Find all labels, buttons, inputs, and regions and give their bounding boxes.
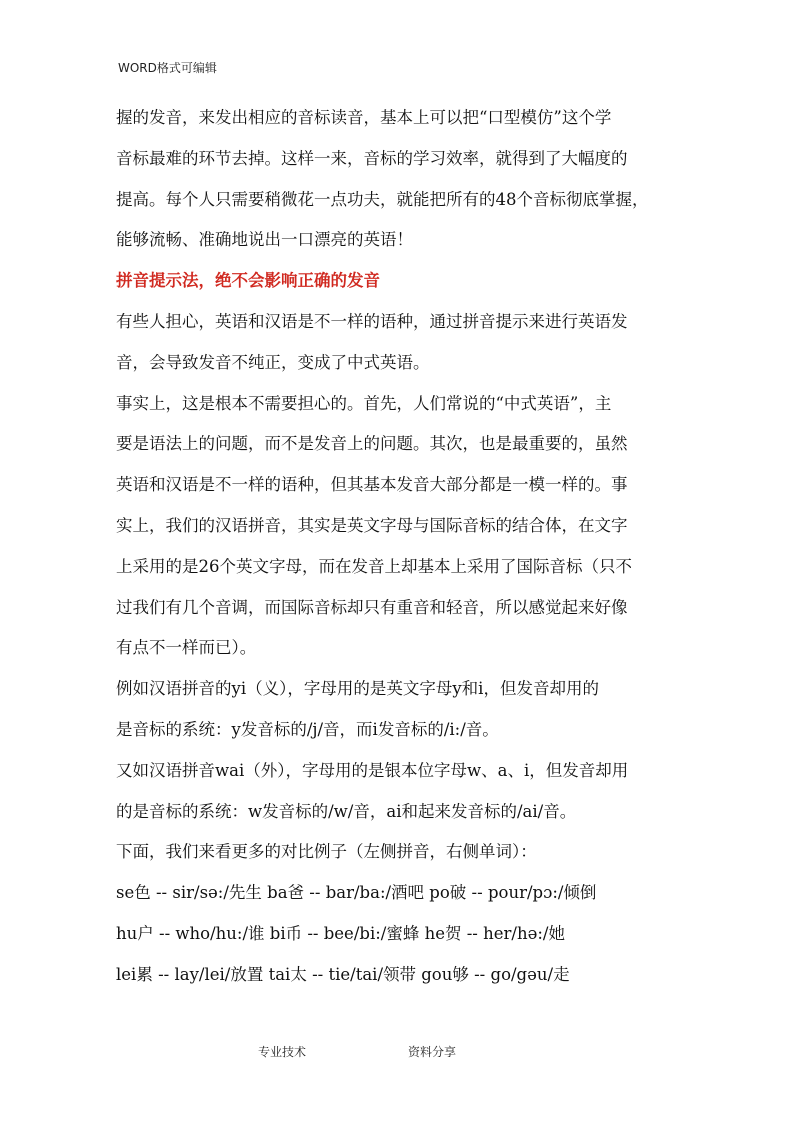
paragraph-line: 又如汉语拼音wai（外），字母用的是银本位字母w、a、i，但发音却用 <box>116 760 629 780</box>
paragraph-line: 有点不一样而已）。 <box>116 638 257 658</box>
footer-right-label: 资料分享 <box>408 1045 457 1059</box>
paragraph-line: 握的发音，来发出相应的音标读音，基本上可以把“口型模仿”这个学 <box>116 108 612 127</box>
paragraph-line: 上采用的是26个英文字母，而在发音上却基本上采用了国际音标（只不 <box>116 556 632 576</box>
document-body <box>116 104 706 1002</box>
paragraph-line: 音，会导致发音不纯正，变成了中式英语。 <box>116 352 430 372</box>
example-line: hu户 -- who/hu:/谁 bi币 -- bee/bi:/蜜蜂 he贺 -- her/hə:/她 <box>116 923 565 943</box>
paragraph-line: 提高。每个人只需要稍微花一点功夫，就能把所有的48个音标彻底掌握， <box>116 189 649 209</box>
paragraph-line: 事实上，这是根本不需要担心的。首先，人们常说的“中式英语”，主 <box>116 393 612 413</box>
section-heading: 拼音提示法，绝不会影响正确的发音 <box>116 271 380 291</box>
paragraph-line: 例如汉语拼音的yi（义），字母用的是英文字母y和i，但发音却用的 <box>116 679 599 699</box>
footer-left-label: 专业技术 <box>258 1045 307 1059</box>
paragraph-line: 音标最难的环节去掉。这样一来，音标的学习效率，就得到了大幅度的 <box>116 148 628 168</box>
page-header: WORD格式可编辑 <box>118 61 217 75</box>
paragraph-line: 有些人担心，英语和汉语是不一样的语种，通过拼音提示来进行英语发 <box>116 311 628 331</box>
paragraph-line: 英语和汉语是不一样的语种，但其基本发音大部分都是一模一样的。事 <box>116 475 628 495</box>
example-line: lei累 -- lay/lei/放置 tai太 -- tie/tai/领带 gou够 -- go/gəu/走 <box>116 964 570 984</box>
paragraph-line: 的是音标的系统：w发音标的/w/音，ai和起来发音标的/ai/音。 <box>116 801 577 821</box>
paragraph-line: 是音标的系统：y发音标的/j/音，而i发音标的/i:/音。 <box>116 719 499 739</box>
paragraph-line: 下面，我们来看更多的对比例子（左侧拼音，右侧单词）： <box>116 842 537 862</box>
paragraph-line: 能够流畅、准确地说出一口漂亮的英语！ <box>116 230 413 250</box>
example-line: se色 -- sir/sə:/先生 ba爸 -- bar/ba:/酒吧 po破 -- pour/pɔ:/倾倒 <box>116 883 597 903</box>
paragraph-line: 过我们有几个音调，而国际音标却只有重音和轻音，所以感觉起来好像 <box>116 597 628 617</box>
paragraph-line: 要是语法上的问题，而不是发音上的问题。其次，也是最重要的，虽然 <box>116 434 628 454</box>
paragraph-line: 实上，我们的汉语拼音，其实是英文字母与国际音标的结合体，在文字 <box>116 515 628 535</box>
